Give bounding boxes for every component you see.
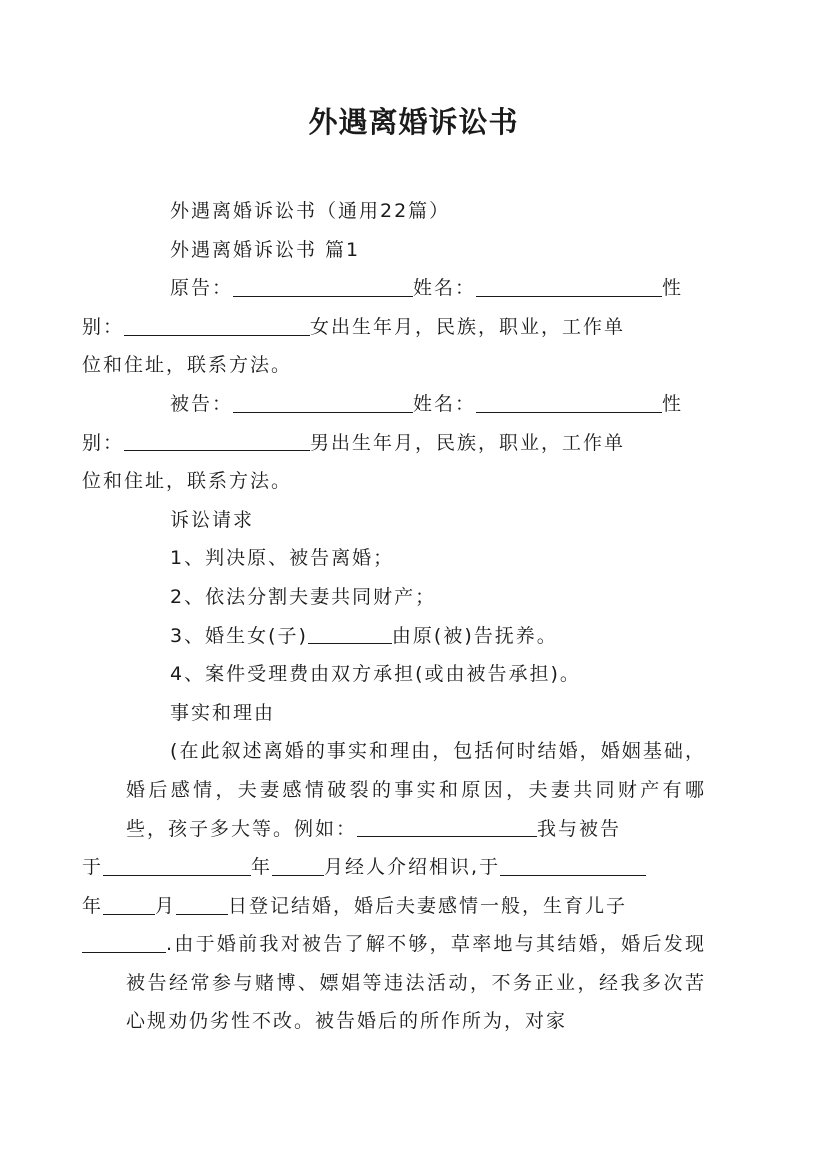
plaintiff-name-blank xyxy=(476,276,662,297)
defendant-blank xyxy=(233,392,413,413)
section-heading-text: 外遇离婚诉讼书 篇1 xyxy=(170,238,361,261)
facts-year2-blank xyxy=(500,855,646,876)
claims-heading xyxy=(126,501,706,540)
section-heading xyxy=(126,231,706,270)
claim-item xyxy=(126,539,706,578)
defendant-line3-text: 位和住址，联系方法。 xyxy=(82,470,293,493)
facts-p2: .由于婚前我对被告了解不够，草率地与其结婚，婚后发现被告经常参与赌博、嫖娼等违法活动，不务正业，经我多次苦心规劝仍劣性不改。被告婚后的所作所为，对家 xyxy=(126,933,706,1033)
defendant-gender-blank xyxy=(124,430,310,451)
facts-yue2: 月 xyxy=(155,894,177,917)
claims-heading-text: 诉讼请求 xyxy=(170,508,255,531)
claim-item xyxy=(126,578,706,617)
plaintiff-line2-prefix: 别： xyxy=(82,315,125,338)
defendant-line2-prefix: 别： xyxy=(82,431,125,454)
facts-example-blank xyxy=(357,816,537,837)
defendant-name-blank xyxy=(476,392,662,413)
facts-yue-intro: 月经人介绍相识,于 xyxy=(324,856,501,879)
document-title: 外遇离婚诉讼书 xyxy=(308,105,519,139)
defendant-name-label: 姓名： xyxy=(413,392,477,415)
plaintiff-gender-suffix: 性 xyxy=(662,277,684,300)
facts-ri: 日登记结婚，婚后夫妻感情一般，生育儿子 xyxy=(228,894,628,917)
plaintiff-label: 原告： xyxy=(170,277,234,300)
claim-3-blank xyxy=(308,623,392,644)
facts-paragraph xyxy=(82,732,706,1041)
claim-3-start: 3、婚生女(子) xyxy=(170,624,308,647)
plaintiff-name-label: 姓名： xyxy=(413,277,477,300)
claim-3-end: 由原(被)告抚养。 xyxy=(391,624,558,647)
facts-yu: 于 xyxy=(82,856,104,879)
facts-intro: (在此叙述离婚的事实和理由，包括何时结婚，婚姻基础，婚后感情，夫妻感情破裂的事实和原因，夫妻共同财产有哪些，孩子多大等。例如： xyxy=(126,740,706,840)
plaintiff-paragraph xyxy=(82,269,706,385)
facts-son-blank xyxy=(82,932,166,953)
facts-nian: 年 xyxy=(251,856,273,879)
facts-heading-text: 事实和理由 xyxy=(170,701,276,724)
defendant-line2-text: 男出生年月，民族，职业，工作单 xyxy=(310,431,626,454)
claim-item xyxy=(126,617,706,656)
claim-2: 2、依法分割夫妻共同财产； xyxy=(170,585,437,608)
plaintiff-gender-blank xyxy=(124,315,310,336)
claim-1: 1、判决原、被告离婚； xyxy=(170,547,395,570)
plaintiff-line2-text: 女出生年月，民族，职业，工作单 xyxy=(310,315,626,338)
claim-4: 4、案件受理费由双方承担(或由被告承担)。 xyxy=(170,663,581,686)
claim-item xyxy=(126,655,706,694)
facts-after-blank: 我与被告 xyxy=(537,817,622,840)
facts-month-blank xyxy=(272,855,324,876)
defendant-paragraph xyxy=(82,385,706,501)
facts-day-blank xyxy=(176,894,228,915)
defendant-label: 被告： xyxy=(170,392,234,415)
facts-heading xyxy=(126,694,706,733)
facts-nian2: 年 xyxy=(82,894,104,917)
document-body xyxy=(82,192,706,1041)
defendant-gender-suffix: 性 xyxy=(662,392,684,415)
subtitle-text: 外遇离婚诉讼书（通用22篇） xyxy=(170,200,451,222)
subtitle xyxy=(126,192,706,231)
plaintiff-blank xyxy=(233,276,413,297)
plaintiff-line3-text: 位和住址，联系方法。 xyxy=(82,354,293,377)
facts-month2-blank xyxy=(103,894,155,915)
facts-year-blank xyxy=(103,855,251,876)
